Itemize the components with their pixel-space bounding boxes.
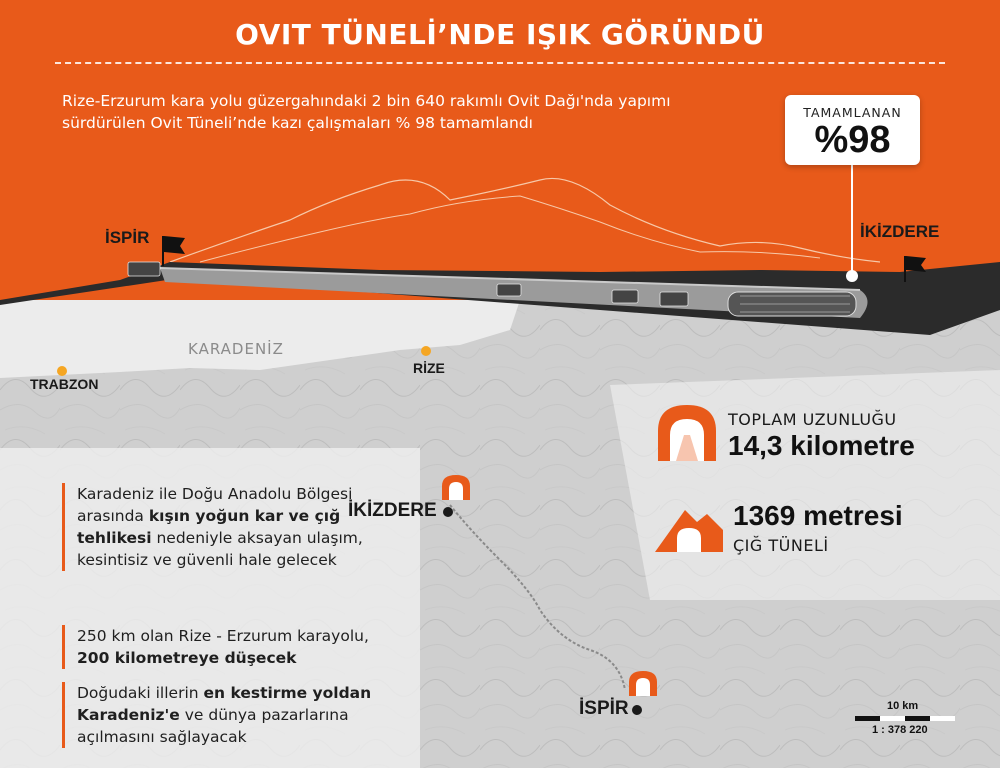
bullet-2-text: 250 km olan Rize - Erzurum karayolu, xyxy=(77,627,369,645)
bullet-2-bold: 200 kilometreye düşecek xyxy=(77,649,297,667)
city-rize: RİZE xyxy=(413,360,445,376)
progress-label: TAMAMLANAN xyxy=(803,105,902,120)
avalanche-value: 1369 metresi xyxy=(733,500,903,531)
length-value: 14,3 kilometre xyxy=(728,430,915,461)
avalanche-label: ÇIĞ TÜNELİ xyxy=(733,536,829,555)
tunnel-marker-icon xyxy=(440,474,472,500)
ikizdere-point xyxy=(443,507,453,517)
title-divider xyxy=(55,62,945,64)
bullet-1-text-end: nedeniyle aksayan ulaşım, kesintisiz ve güvenli hale gelecek xyxy=(77,529,363,569)
bullet-1-text: Karadeniz ile Doğu Anadolu Bölgesi arasında xyxy=(77,485,353,525)
profile-city-ispir: İSPİR xyxy=(105,228,150,247)
bullet-2 xyxy=(62,625,397,669)
progress-value: %98 xyxy=(814,119,891,161)
scale-ratio: 1 : 378 220 xyxy=(872,724,928,736)
avalanche-tunnel-icon xyxy=(655,500,723,552)
bullet-3 xyxy=(62,682,397,748)
city-trabzon: TRABZON xyxy=(30,376,99,392)
profile-city-ikizdere: İKİZDERE xyxy=(860,222,940,241)
bullet-1-bold: kışın yoğun kar ve çığ tehlikesi xyxy=(77,507,341,547)
city-ikizdere: İKİZDERE xyxy=(348,500,437,521)
tunnel-icon xyxy=(658,405,716,461)
progress-badge xyxy=(785,95,920,165)
page-title: OVIT TÜNELİ’NDE IŞIK GÖRÜNDÜ xyxy=(235,18,765,51)
bullet-3-text-end: ve dünya pazarlarına açılmasını sağlayacak xyxy=(77,706,349,746)
bullet-3-text: Doğudaki illerin xyxy=(77,684,204,702)
scale-label: 10 km xyxy=(887,700,919,712)
trabzon-marker xyxy=(57,366,67,376)
tunnel-marker-icon xyxy=(627,670,659,696)
length-label: TOPLAM UZUNLUĞU xyxy=(728,410,897,429)
bullet-1 xyxy=(62,483,397,571)
bullet-3-bold: en kestirme yoldan Karadeniz'e xyxy=(77,684,372,724)
sea-label: KARADENİZ xyxy=(188,340,284,358)
ispir-point xyxy=(632,705,642,715)
city-ispir: İSPİR xyxy=(579,698,629,719)
rize-marker xyxy=(421,346,431,356)
intro-text: Rize-Erzurum kara yolu güzergahındaki 2 bin 640 rakımlı Ovit Dağı'nda yapımı sürdürülen Ovit Tüneli’nde kazı çalışmaları % 98 tamamlandı xyxy=(62,92,671,132)
